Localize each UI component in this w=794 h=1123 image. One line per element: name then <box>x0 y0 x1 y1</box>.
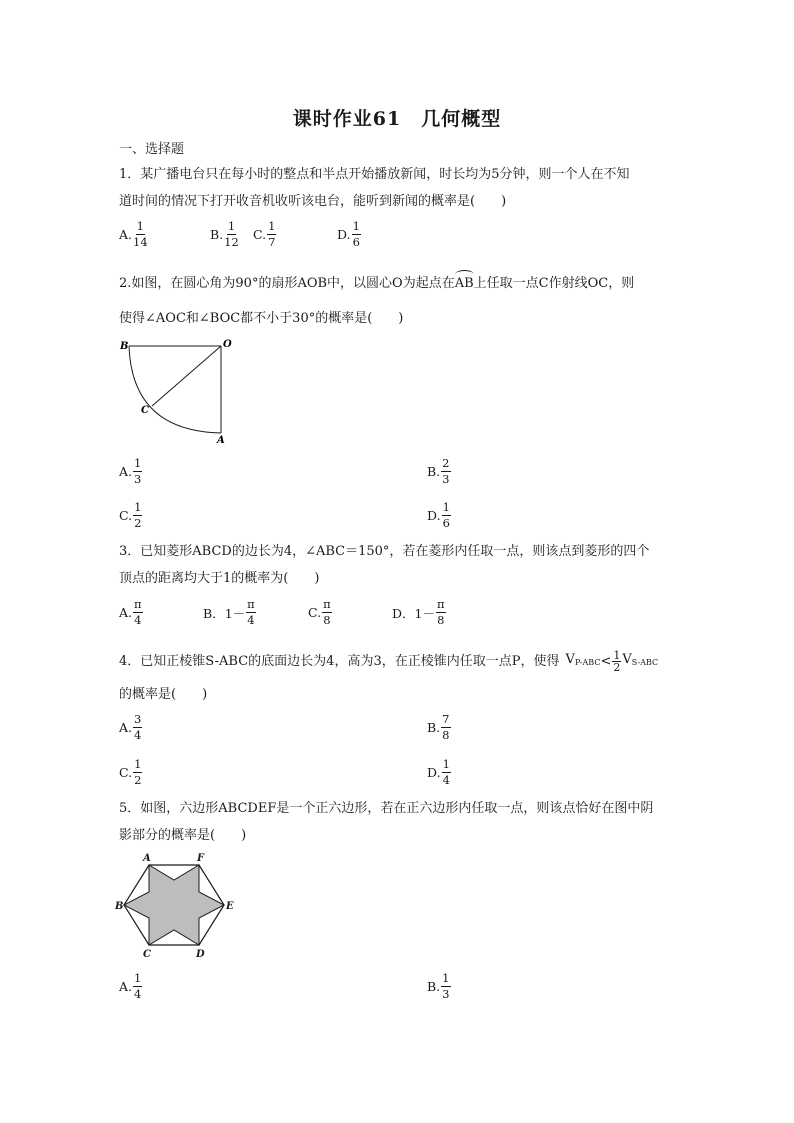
v-p-abc: $V_{P-ABC}$ <box>565 652 601 667</box>
shaded-star <box>124 865 224 945</box>
q5-option-b[interactable] <box>427 972 451 1001</box>
fraction: $\frac{1}{3}$ <box>134 456 142 486</box>
label-f: F <box>197 853 205 864</box>
q1-line-1: 1．某广播电台只在每小时的整点和半点开始播放新闻，时长均为5分钟，则一个人在不知 <box>119 167 630 182</box>
option-label: B. <box>427 720 441 735</box>
label-b: B <box>115 901 124 912</box>
q3-option-c[interactable] <box>308 598 332 627</box>
label-a: A <box>143 853 151 864</box>
option-label: D. <box>427 765 441 780</box>
q1-option-b[interactable] <box>210 220 239 249</box>
fraction: $\frac{\pi}{4}$ <box>134 597 142 627</box>
q2-option-b[interactable] <box>427 457 451 486</box>
option-label: B. <box>427 979 441 994</box>
option-label: B． <box>203 605 225 621</box>
fraction: $\frac{\pi}{4}$ <box>247 597 255 627</box>
option-label: B. <box>427 464 441 479</box>
label-b: B <box>120 341 129 352</box>
half-fraction: $\frac{1}{2}$ <box>613 649 621 674</box>
q4-option-d[interactable] <box>427 758 451 787</box>
q2-option-d[interactable] <box>427 501 451 530</box>
q2-option-a[interactable] <box>119 457 142 486</box>
fraction: $\frac{1}{2}$ <box>134 757 142 787</box>
v-s-abc: $V_{S-ABC}$ <box>622 652 659 667</box>
q3-option-d[interactable]: D． 1－ $\frac{\pi}{8}$ <box>392 597 445 627</box>
label-e: E <box>226 901 234 912</box>
option-label: B. <box>210 227 224 242</box>
fraction: $\frac{7}{8}$ <box>442 712 450 742</box>
fraction: $\frac{1}{6}$ <box>442 500 450 530</box>
option-label: C. <box>119 508 133 523</box>
label-o: O <box>223 339 232 350</box>
option-label: C. <box>119 765 133 780</box>
q2-line-2: 使得∠AOC和∠BOC都不小于30°的概率是( ) <box>119 311 404 326</box>
fraction: $\frac{\pi}{8}$ <box>323 597 331 627</box>
q3-option-b[interactable]: B． 1－ $\frac{\pi}{4}$ <box>203 597 255 627</box>
option-label: A. <box>119 605 133 620</box>
fraction: $\frac{1}{4}$ <box>134 971 142 1001</box>
fraction: $\frac{1}{3}$ <box>442 971 450 1001</box>
q1-option-a[interactable] <box>119 220 148 249</box>
ray-oc <box>152 346 221 406</box>
option-label: C. <box>308 605 322 620</box>
q1-option-c[interactable] <box>253 220 276 249</box>
section-heading: 一、选择题 <box>119 142 185 157</box>
option-label: A. <box>119 979 133 994</box>
fraction: $\frac{1}{6}$ <box>352 219 360 249</box>
option-label: D. <box>427 508 441 523</box>
q1-option-d[interactable] <box>337 220 361 249</box>
q3-line-2: 顶点的距离均大于1的概率为( ) <box>119 571 320 586</box>
q1-line-2: 道时间的情况下打开收音机收听该电台，能听到新闻的概率是( ) <box>119 194 507 209</box>
q3-line-1: 3．已知菱形ABCD的边长为4，∠ABC＝150°，若在菱形内任取一点，则该点到菱形的四个 <box>119 544 650 559</box>
hexagon-figure <box>114 850 244 962</box>
q5-line-1: 5．如图，六边形ABCDEF是一个正六边形，若在正六边形内任取一点，则该点恰好在图中阴 <box>119 801 654 816</box>
sector-figure <box>116 336 236 448</box>
label-a: A <box>217 435 225 446</box>
q3-option-a[interactable] <box>119 598 143 627</box>
label-d: D <box>196 949 205 960</box>
fraction: $\frac{\pi}{8}$ <box>436 597 445 627</box>
q2-option-c[interactable] <box>119 501 142 530</box>
label-c: C <box>143 949 151 960</box>
fraction: $\frac{1}{7}$ <box>268 219 276 249</box>
fraction: $\frac{1}{14}$ <box>133 219 148 249</box>
fraction: $\frac{3}{4}$ <box>134 712 142 742</box>
fraction: $\frac{2}{3}$ <box>442 456 450 486</box>
option-label: A. <box>119 720 133 735</box>
q2-line-1: 2.如图，在圆心角为90°的扇形AOB中，以圆心O为起点在AB上任取一点C作射线OC，则 <box>119 276 635 291</box>
q4-option-a[interactable] <box>119 713 142 742</box>
q5-line-2: 影部分的概率是( ) <box>119 828 247 843</box>
option-label: D. <box>337 227 351 242</box>
q4-option-b[interactable] <box>427 713 451 742</box>
fraction: $\frac{1}{4}$ <box>442 757 450 787</box>
q4-line-2: 的概率是( ) <box>119 687 208 702</box>
q5-option-a[interactable] <box>119 972 142 1001</box>
fraction: $\frac{1}{12}$ <box>224 219 239 249</box>
option-label: D． <box>392 605 415 621</box>
label-c: C <box>141 405 149 416</box>
q4-line-1: 4．已知正棱锥S-ABC的底面边长为4，高为3，在正棱锥内任取一点P，使得 $V_{P-ABC}$ < $\frac{1}{2}$ $V_{S-ABC}$ <box>119 649 659 674</box>
option-label: A. <box>119 227 133 242</box>
arc-ab-label: AB <box>454 276 474 291</box>
option-label: A. <box>119 464 133 479</box>
fraction: $\frac{1}{2}$ <box>134 500 142 530</box>
page-title: 课时作业61 几何概型 <box>292 108 502 130</box>
arc-ab <box>129 346 221 433</box>
q4-option-c[interactable] <box>119 758 142 787</box>
option-label: C. <box>253 227 267 242</box>
